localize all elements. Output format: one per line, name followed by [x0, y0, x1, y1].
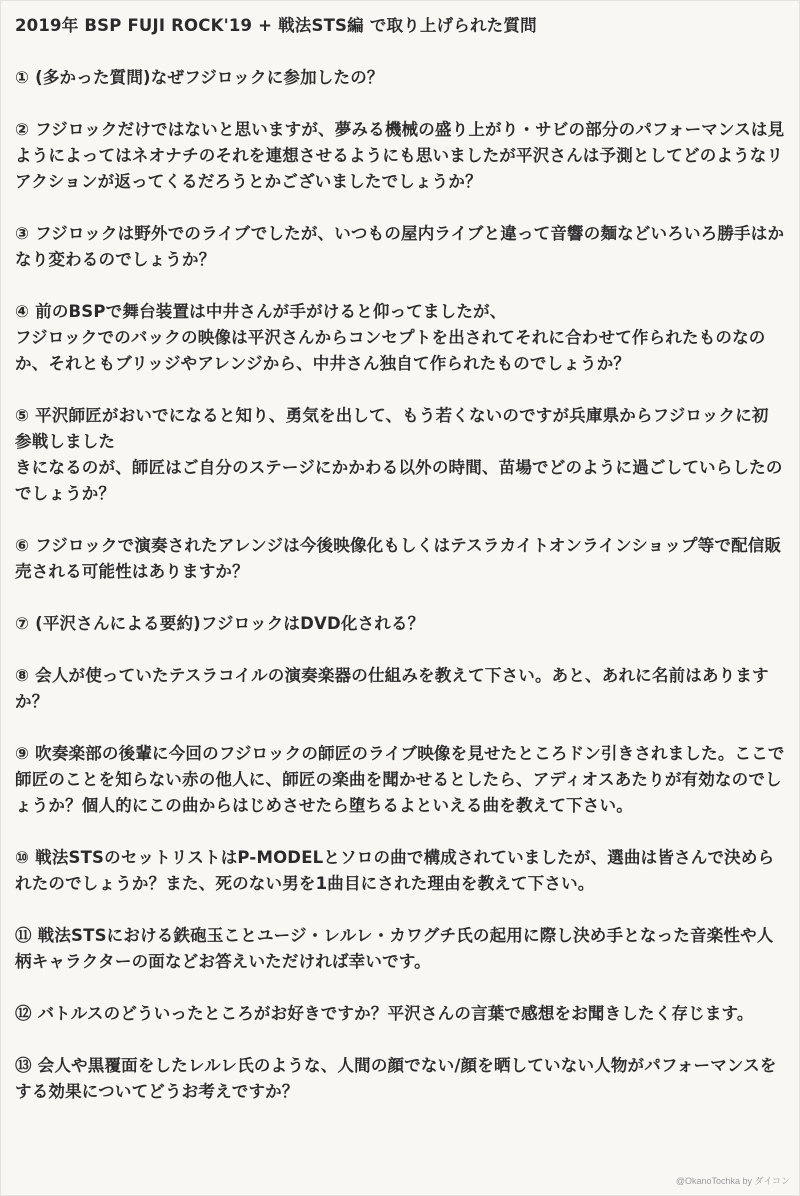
question-9: ⑨ 吹奏楽部の後輩に今回のフジロックの師匠のライブ映像を見せたところドン引きされました。ここで師匠のことを知らない赤の他人に、師匠の楽曲を聞かせるとしたら、アディオスあたりが有効なのでしょうか？個人的にこの曲からはじめさせたら堕ちるよといえる曲を教えて下さい。: [15, 744, 785, 815]
question-4: ④ 前のBSPで舞台装置は中井さんが手がけると仰ってましたが、 フジロックでのバックの映像は平沢さんからコンセプトを出されてそれに合わせて作られたものなのか、それともブリッジやアレンジから、中井さん独自て作られたものでしょうか？: [15, 302, 766, 373]
question-1: ① (多かった質問)なぜフジロックに参加したの？: [15, 68, 384, 87]
question-11: ⑪ 戦法STSにおける鉄砲玉ことユージ・レルレ・カワグチ氏の起用に際し決め手となった音楽性や人柄キャラクターの面などお答えいただければ幸いです。: [15, 926, 774, 971]
question-5: ⑤ 平沢師匠がおいでになると知り、勇気を出して、もう若くないのですが兵庫県からフジロックに初参戦しました きになるのが、師匠はご自分のステージにかかわる以外の時間、苗場でどのように過ごしていらしたのでしょうか？: [15, 406, 783, 503]
question-2: ② フジロックだけではないと思いますが、夢みる機械の盛り上がり・サビの部分のパフォーマンスは見ようによってはネオナチのそれを連想させるようにも思いましたが平沢さんは予測としてどのようなリアクションが返ってくるだろうとかございましたでしょうか？: [15, 120, 785, 191]
question-3: ③ フジロックは野外でのライブでしたが、いつもの屋内ライブと違って音響の麺などいろいろ勝手はかなり変わるのでしょうか？: [15, 224, 785, 269]
page-title: 2019年 BSP FUJI ROCK'19 + 戦法STS編 で取り上げられた質問: [15, 16, 537, 35]
question-8: ⑧ 会人が使っていたテスラコイルの演奏楽器の仕組みを教えて下さい。あと、あれに名前はありますか？: [15, 666, 769, 711]
question-12: ⑫ バトルスのどういったところがお好きですか？平沢さんの言葉で感想をお聞きしたく存じます。: [15, 1004, 754, 1023]
credit-watermark: @OkanoTochka by ダイコン: [675, 1176, 790, 1186]
question-6: ⑥ フジロックで演奏されたアレンジは今後映像化もしくはテスラカイトオンラインショップ等で配信販売される可能性はありますか？: [15, 536, 782, 581]
question-7: ⑦ (平沢さんによる要約)フジロックはDVD化される？: [15, 614, 425, 633]
question-10: ⑩ 戦法STSのセットリストはP-MODELとソロの曲で構成されていましたが、選曲は皆さんで決められたのでしょうか？また、死のない男を1曲目にされた理由を教えて下さい。: [15, 848, 775, 893]
question-13: ⑬ 会人や黒覆面をしたレルレ氏のような、人間の顔でない/顔を晒していない人物がパフォーマンスをする効果についてどうお考えですか？: [15, 1056, 777, 1101]
